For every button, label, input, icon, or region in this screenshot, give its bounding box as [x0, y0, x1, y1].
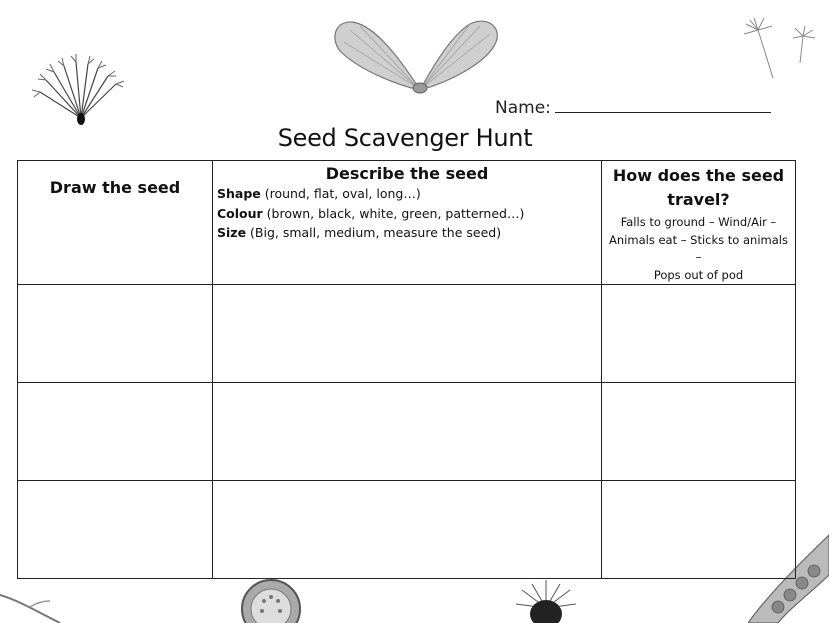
table-row	[18, 383, 796, 481]
describe-cell[interactable]	[213, 481, 602, 579]
travel-option-line: Pops out of pod	[653, 267, 744, 282]
table-row	[18, 285, 796, 383]
table-row	[18, 481, 796, 579]
draw-cell[interactable]	[18, 481, 213, 579]
travel-option-line: Animals eat – Sticks to animals –	[609, 232, 788, 264]
name-label: Name:	[495, 98, 551, 118]
prompt-colour: Colour (brown, black, white, green, patterned…)	[217, 205, 525, 221]
travel-cell[interactable]	[602, 481, 796, 579]
name-field[interactable]	[495, 98, 771, 118]
draw-cell[interactable]	[18, 285, 213, 383]
draw-cell[interactable]	[18, 383, 213, 481]
prompt-size: Size (Big, small, medium, measure the seed)	[217, 225, 502, 240]
name-blank-line[interactable]	[555, 98, 771, 113]
burr-seed-icon	[512, 578, 580, 623]
travel-cell[interactable]	[602, 285, 796, 383]
tomato-slice-icon	[240, 575, 302, 623]
root-illustration-icon	[0, 585, 70, 623]
sycamore-seed-icon	[330, 16, 505, 98]
draw-heading: Draw the seed	[49, 178, 181, 197]
prompt-shape: Shape (round, flat, oval, long…)	[217, 186, 421, 201]
describe-cell[interactable]	[213, 285, 602, 383]
describe-cell[interactable]	[213, 383, 602, 481]
describe-prompts	[213, 184, 601, 243]
column-header-travel	[602, 161, 796, 285]
dandelion-clock-icon	[26, 50, 126, 130]
travel-option-line: Falls to ground – Wind/Air –	[620, 215, 777, 229]
travel-heading: How does the seed travel?	[612, 166, 785, 209]
seed-worksheet-table	[17, 160, 796, 579]
describe-heading: Describe the seed	[325, 164, 489, 183]
column-header-draw	[18, 161, 213, 285]
column-header-describe	[213, 161, 602, 285]
floating-dandelion-seeds-icon	[728, 8, 828, 88]
travel-cell[interactable]	[602, 383, 796, 481]
page-title: Seed Scavenger Hunt	[277, 124, 533, 152]
table-header-row	[18, 161, 796, 285]
travel-options	[602, 214, 795, 284]
